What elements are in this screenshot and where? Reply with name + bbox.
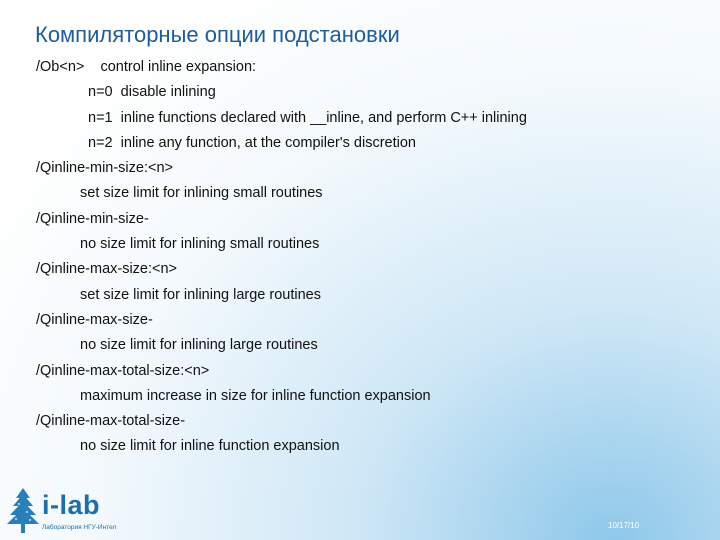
option-ob-n2: n=2 inline any function, at the compiler's discretion: [88, 134, 416, 151]
option-ob: /Ob<n> control inline expansion:: [36, 59, 257, 75]
logo-text: i-lab: [42, 490, 101, 520]
option-description: no size limit for inlining large routines: [80, 337, 318, 354]
option-description: set size limit for inlining large routines: [80, 286, 321, 303]
option-description: set size limit for inlining small routines: [80, 185, 323, 202]
option-inline-max-size-off: /Qinline-max-size-: [36, 311, 153, 328]
option-ob-n1: n=1 inline functions declared with __inline, and perform C++ inlining: [88, 109, 527, 126]
option-inline-max-total-size: /Qinline-max-total-size:<n>: [36, 362, 210, 379]
option-inline-max-total-size-off: /Qinline-max-total-size-: [36, 413, 186, 430]
slide-date: 10/17/10: [608, 521, 640, 530]
tree-icon: [6, 486, 40, 534]
slide-title: Компиляторные опции подстановки: [35, 22, 400, 47]
option-description: maximum increase in size for inline function expansion: [80, 387, 431, 404]
option-description: no size limit for inline function expansion: [80, 438, 340, 455]
slide-content: [36, 55, 706, 460]
option-inline-max-size: /Qinline-max-size:<n>: [36, 261, 178, 278]
ilab-logo: [6, 486, 136, 534]
logo-subtitle: Лаборатория НГУ-Интел: [42, 524, 117, 531]
option-description: no size limit for inlining small routines: [80, 236, 320, 253]
option-ob-n0: n=0 disable inlining: [88, 84, 216, 101]
option-inline-min-size-off: /Qinline-min-size-: [36, 210, 149, 227]
option-inline-min-size: /Qinline-min-size:<n>: [36, 160, 173, 177]
